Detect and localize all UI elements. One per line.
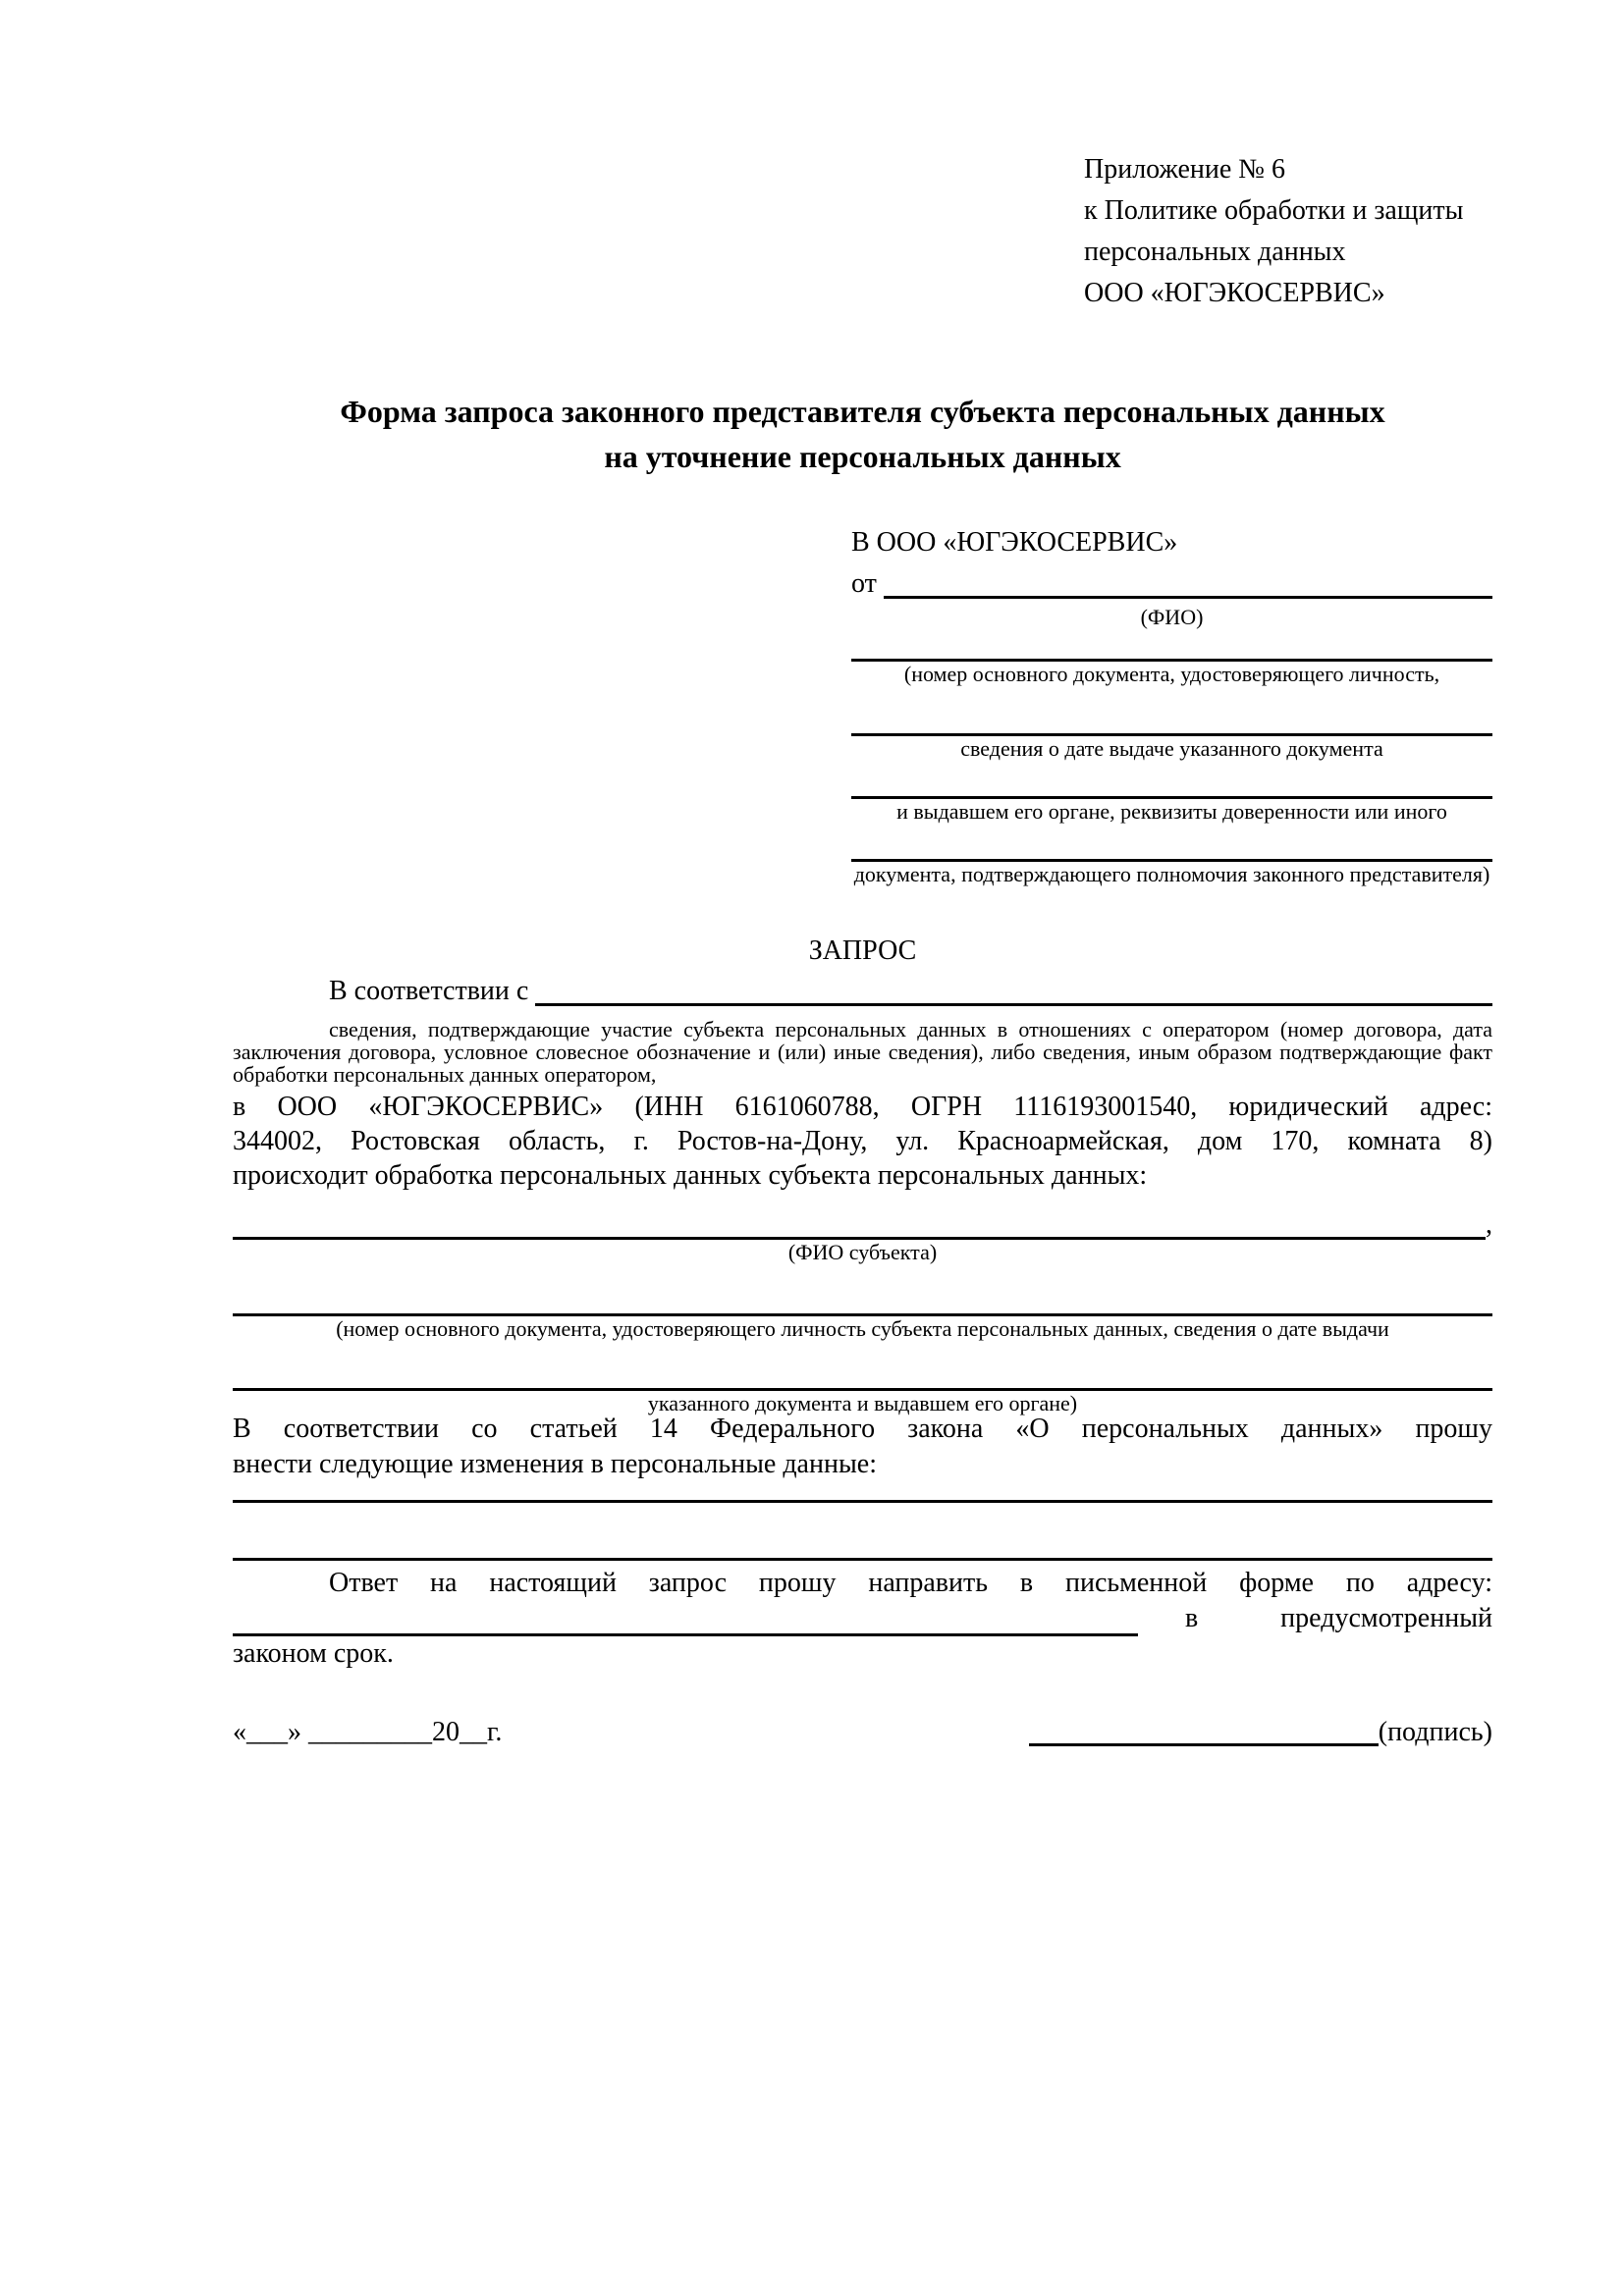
reply-paragraph-line1: Ответ на настоящий запрос прошу направить в письменной форме по адресу:	[329, 1568, 1492, 1598]
reply-word-provided: предусмотренный	[1280, 1603, 1492, 1633]
representative-doc-caption-1: (номер основного документа, удостоверяющего личность,	[903, 662, 1440, 686]
representative-doc-caption-2: сведения о дате выдаче указанного документа	[960, 736, 1383, 761]
accordance-row	[233, 971, 1492, 1012]
signing-row	[233, 1713, 1492, 1752]
document-title-line2: на уточнение персональных данных	[604, 439, 1121, 474]
fio-caption: (ФИО)	[1140, 605, 1204, 629]
appendix-company: ООО «ЮГЭКОСЕРВИС»	[1084, 278, 1385, 308]
representative-doc-line-2[interactable]	[851, 686, 1492, 736]
addressee-to: В ООО «ЮГЭКОСЕРВИС»	[851, 527, 1178, 558]
subject-fio-row	[233, 1193, 1492, 1240]
law-paragraph-line2: внести следующие изменения в персональные данные:	[233, 1449, 877, 1479]
accordance-lead: В соответствии с	[329, 976, 536, 1006]
date-field[interactable]: «___» _________20__г.	[233, 1717, 503, 1747]
subject-doc-caption-1: (номер основного документа, удостоверяющего личность субъекта персональных данных, сведения о дате выдачи	[336, 1316, 1389, 1341]
from-row	[851, 563, 1492, 605]
representative-doc-line-4[interactable]	[851, 824, 1492, 862]
changes-line-1[interactable]	[233, 1482, 1492, 1503]
subject-doc-line-2[interactable]	[233, 1341, 1492, 1391]
appendix-number: Приложение № 6	[1084, 154, 1285, 185]
subject-doc-line-1[interactable]	[233, 1264, 1492, 1316]
from-label: от	[851, 568, 884, 599]
reply-address-row	[233, 1601, 1492, 1636]
from-fio-line[interactable]	[884, 596, 1492, 599]
operator-paragraph	[233, 1090, 1492, 1193]
subject-fio-comma: ,	[1486, 1209, 1492, 1240]
operator-paragraph-line3: происходит обработка персональных данных субъекта персональных данных:	[233, 1160, 1148, 1191]
reply-word-in: в	[1185, 1603, 1199, 1633]
reply-address-line[interactable]	[233, 1604, 1138, 1636]
addressee-block	[851, 522, 1492, 886]
signature-group	[1029, 1713, 1492, 1752]
signature-caption: (подпись)	[1378, 1717, 1492, 1747]
reply-words	[1138, 1601, 1492, 1636]
operator-paragraph-line2: 344002, Ростовская область, г. Ростов-на-Дону, ул. Красноармейская, дом 170, комната 8)	[233, 1126, 1492, 1156]
basis-caption-line2: заключения договора, условное словесное обозначение и (или) иные сведения), либо сведения, иным образом подтверждающие факт	[233, 1040, 1492, 1064]
subject-fio-line[interactable]	[233, 1194, 1486, 1240]
representative-doc-line-1[interactable]	[851, 629, 1492, 662]
law-paragraph	[233, 1412, 1492, 1482]
reply-paragraph	[233, 1566, 1492, 1672]
law-paragraph-line1: В соответствии со статьей 14 Федерального закона «О персональных данных» прошу	[233, 1414, 1492, 1444]
representative-doc-line-3[interactable]	[851, 761, 1492, 799]
basis-caption-line1: сведения, подтверждающие участие субъекта персональных данных в отношениях с оператором (номер договора, дата	[329, 1017, 1492, 1041]
signature-line[interactable]	[1029, 1714, 1379, 1746]
basis-caption	[233, 1018, 1492, 1086]
appendix-policy-line2: персональных данных	[1084, 237, 1346, 267]
subject-doc-caption-2: указанного документа и выдавшем его органе)	[647, 1391, 1078, 1415]
appendix-header	[1084, 149, 1492, 314]
changes-line-2[interactable]	[233, 1503, 1492, 1561]
representative-doc-caption-3: и выдавшем его органе, реквизиты доверенности или иного	[896, 799, 1447, 824]
basis-caption-line3: обработки персональных данных оператором,	[233, 1062, 657, 1087]
request-heading: ЗАПРОС	[808, 935, 917, 966]
document-title-line1: Форма запроса законного представителя субъекта персональных данных	[340, 394, 1385, 429]
representative-doc-caption-4: документа, подтверждающего полномочия законного представителя)	[853, 862, 1490, 886]
reply-paragraph-line3: законом срок.	[233, 1638, 394, 1669]
document-title	[233, 389, 1492, 479]
operator-paragraph-line1: в ООО «ЮГЭКОСЕРВИС» (ИНН 6161060788, ОГРН 1116193001540, юридический адрес:	[233, 1092, 1492, 1122]
subject-fio-caption: (ФИО субъекта)	[787, 1240, 938, 1264]
accordance-basis-line[interactable]	[535, 1003, 1492, 1006]
appendix-policy-line: к Политике обработки и защиты	[1084, 195, 1464, 226]
